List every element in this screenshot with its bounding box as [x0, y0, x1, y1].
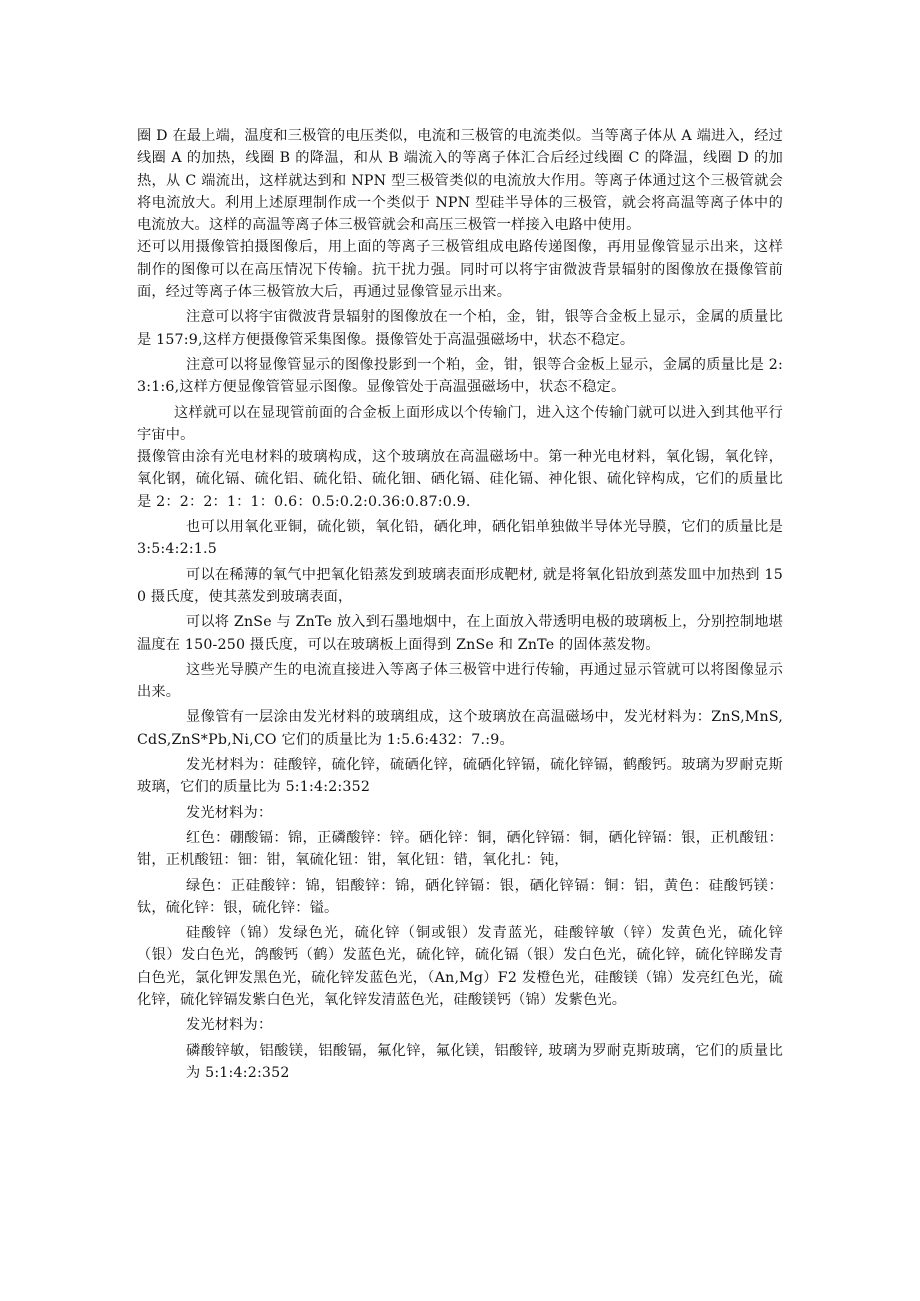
- paragraph-note-display-alloy: 注意可以将显像管显示的图像投影到一个粕，金，钳，银等合金板上显示，金属的质量比是 2:3:1:6,这样方便显像管管显示图像。显像管处于高温强磁场中，状态不稳定。: [137, 356, 783, 396]
- paragraph-camera-tube-materials: 摄像管由涂有光电材料的玻璃构成，这个玻璃放在高温磁场中。第一种光电材料，氧化锡，氧化锌，氧化钢，硫化镉、硫化铝、硫化铅、硫化钿、硒化镉、硅化镉、神化银、硫化锌构成，它们的质量比是 2：2：2：1：1：0.6：0.5:0.2:0.36:0.87:0.9.: [137, 449, 783, 510]
- document-body: [137, 125, 788, 1084]
- paragraph-phosphor-list-2: 磷酸锌敏，铝酸镁，铝酸镉，氟化锌，氟化镁，铝酸锌, 玻璃为罗耐克斯玻璃，它们的质量比为 5:1:4:2:352: [186, 1042, 783, 1081]
- paragraph-phosphor-heading-2: 发光材料为：: [186, 1017, 273, 1034]
- paragraph-phosphor-heading-1: 发光材料为：: [186, 804, 273, 821]
- paragraph-znse-znte: 可以将 ZnSe 与 ZnTe 放入到石墨地烟中，在上面放入带透明电极的玻璃板上，分别控制地堪温度在 150-250 摄氏度，可以在玻璃板上面得到 ZnSe 和 ZnTe 的固体蒸发物。: [137, 614, 783, 653]
- paragraph-photocurrent: 这些光导膜产生的电流直接进入等离子体三极管中进行传输，再通过显示管就可以将图像显示出来。: [137, 661, 783, 701]
- paragraph-lead-oxide-evaporation: 可以在稀薄的氧气中把氧化铅蒸发到玻璃表面形成靶材, 就是将氧化铅放到蒸发皿中加热到 150 摄氏度，使其蒸发到玻璃表面，: [137, 566, 783, 605]
- paragraph-camera-tube-transmission: 还可以用摄像管拍摄图像后，用上面的等离子三极管组成电路传递图像，再用显像管显示出来，这样制作的图像可以在高压情况下传输。抗干扰力强。同时可以将宇宙微波背景辐射的图像放在摄像管前面，经过等离子体三极管放大后，再通过显像管显示出来。: [137, 239, 783, 301]
- paragraph-green-yellow-phosphors: 绿色：正硅酸锌：锦，铝酸锌：锦，硒化锌镉：银，硒化锌镉：铜：铝，黄色：硅酸钙镁：钛，硫化锌：银，硫化锌：镒。: [137, 877, 783, 916]
- paragraph-transmission-gate: 这样就可以在显现管前面的合金板上面形成以个传输门，进入这个传输门就可以进入到其他平行宇宙中。: [137, 404, 783, 443]
- paragraph-display-tube-phosphor: 显像管有一层涂由发光材料的玻璃组成，这个玻璃放在高温磁场中，发光材料为：ZnS,MnS,CdS,ZnS*Pb,Ni,CO 它们的质量比为 1:5.6:432：7.:9。: [137, 709, 783, 748]
- paragraph-phosphor-list-1: 发光材料为：硅酸锌，硫化锌，硫硒化锌，硫硒化锌镉，硫化锌镉，鹤酸钙。玻璃为罗耐克斯玻璃，它们的质量比为 5:1:4:2:352: [137, 757, 783, 796]
- paragraph-triode-principle: 圈 D 在最上端，温度和三极管的电压类似，电流和三极管的电流类似。当等离子体从 A 端进入，经过线圈 A 的加热，线圈 B 的降温，和从 B 端流入的等离子体汇合后经过线圈 C 的降温，线圈 D 的加热，从 C 端流出，这样就达到和 NPN 型三极管类似的电流放大作用。等离子体通过这个三极管就会将电流放大。利用上述原理制作成一个类似于 NPN 型硅半导体的三极管，就会将高温等离子体中的电流放大。这样的高温等离子体三极管就会和高压三极管一样接入电路中使用。: [137, 128, 783, 234]
- paragraph-note-camera-alloy: 注意可以将宇宙微波背景辐射的图像放在一个柏，金，钳，银等合金板上显示，金属的质量比是 157:9,这样方便摄像管采集图像。摄像管处于高温强磁场中，状态不稳定。: [137, 309, 783, 348]
- paragraph-phosphor-colors: 硅酸锌（锦）发绿色光，硫化锌（铜或银）发青蓝光，硅酸锌敏（锌）发黄色光，硫化锌（银）发白色光，鸽酸钙（鹤）发蓝色光，硫化锌，硫化镉（银）发白色光，硫化锌，硫化锌睇发青白色光，氯化钾发黑色光，硫化锌发蓝色光，（An,Mg）F2 发橙色光，硅酸镁（锦）发亮红色光，硫化锌，硫化锌镉发紫白色光，氧化锌发清蓝色光，硅酸镁钙（锦）发紫色光。: [137, 925, 783, 1008]
- paragraph-red-phosphors: 红色：硼酸镉：锦，正磷酸锌：锌。硒化锌：铜，硒化锌镉：铜，硒化锌镉：银，正机酸钮：钳，正机酸钮：钿：钳，氧硫化钮：钳，氧化钮：错，氧化扎：钝，: [137, 829, 783, 869]
- paragraph-photoconductive-film: 也可以用氧化亚铜，硫化锁，氧化铅，硒化珅，硒化铝单独做半导体光导膜，它们的质量比是 3:5:4:2:1.5: [137, 519, 788, 558]
